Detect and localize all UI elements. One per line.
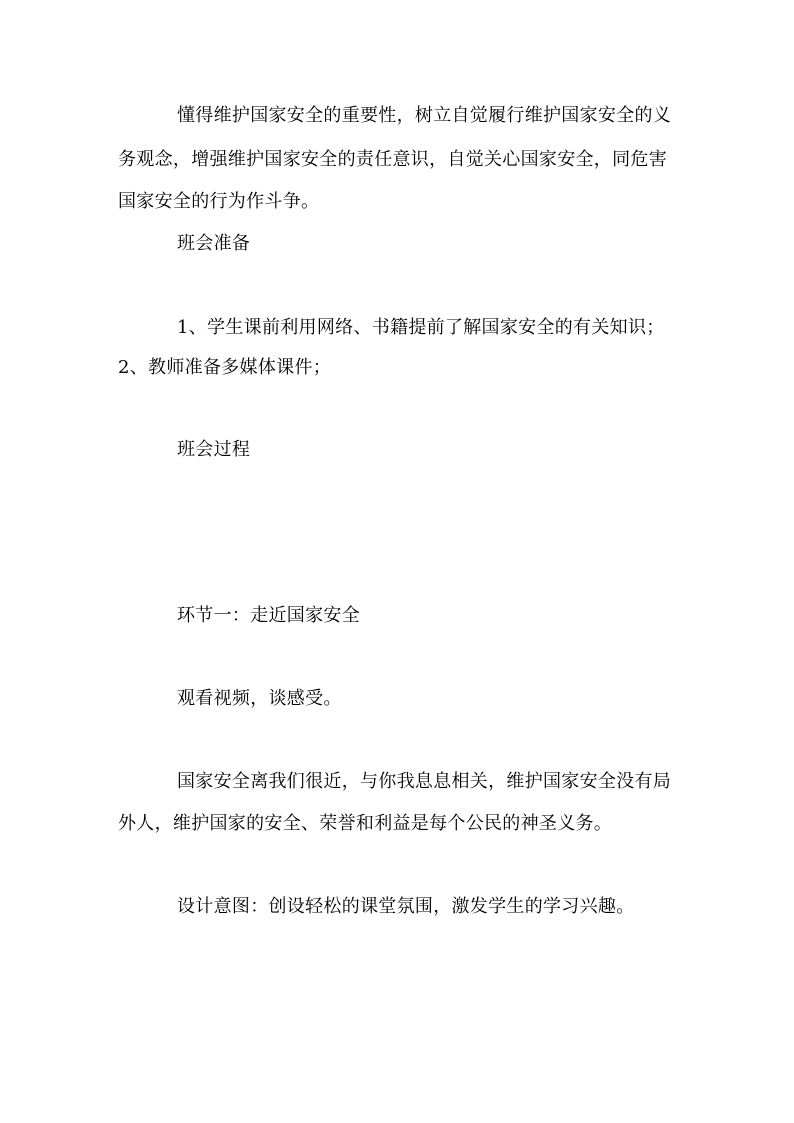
section1-design-intent: 设计意图：创设轻松的课堂氛围，激发学生的学习兴趣。	[177, 896, 635, 917]
objective-line-1: 懂得维护国家安全的重要性，树立自觉履行维护国家安全的义	[177, 105, 672, 126]
objective-line-2: 务观念，增强维护国家安全的责任意识，自觉关心国家安全，同危害	[118, 149, 667, 170]
objective-line-3: 国家安全的行为作斗争。	[118, 191, 320, 212]
preparation-heading: 班会准备	[177, 233, 251, 254]
process-heading: 班会过程	[177, 439, 251, 460]
section1-activity: 观看视频，谈感受。	[177, 688, 342, 709]
preparation-item-2: 2、教师准备多媒体课件；	[118, 357, 332, 378]
section1-body-line-2: 外人，维护国家的安全、荣誉和利益是每个公民的神圣义务。	[118, 813, 613, 834]
section1-body-line-1: 国家安全离我们很近，与你我息息相关，维护国家安全没有局	[177, 771, 672, 792]
preparation-item-1: 1、学生课前利用网络、书籍提前了解国家安全的有关知识；	[177, 317, 665, 338]
section1-heading: 环节一：走近国家安全	[177, 605, 360, 626]
